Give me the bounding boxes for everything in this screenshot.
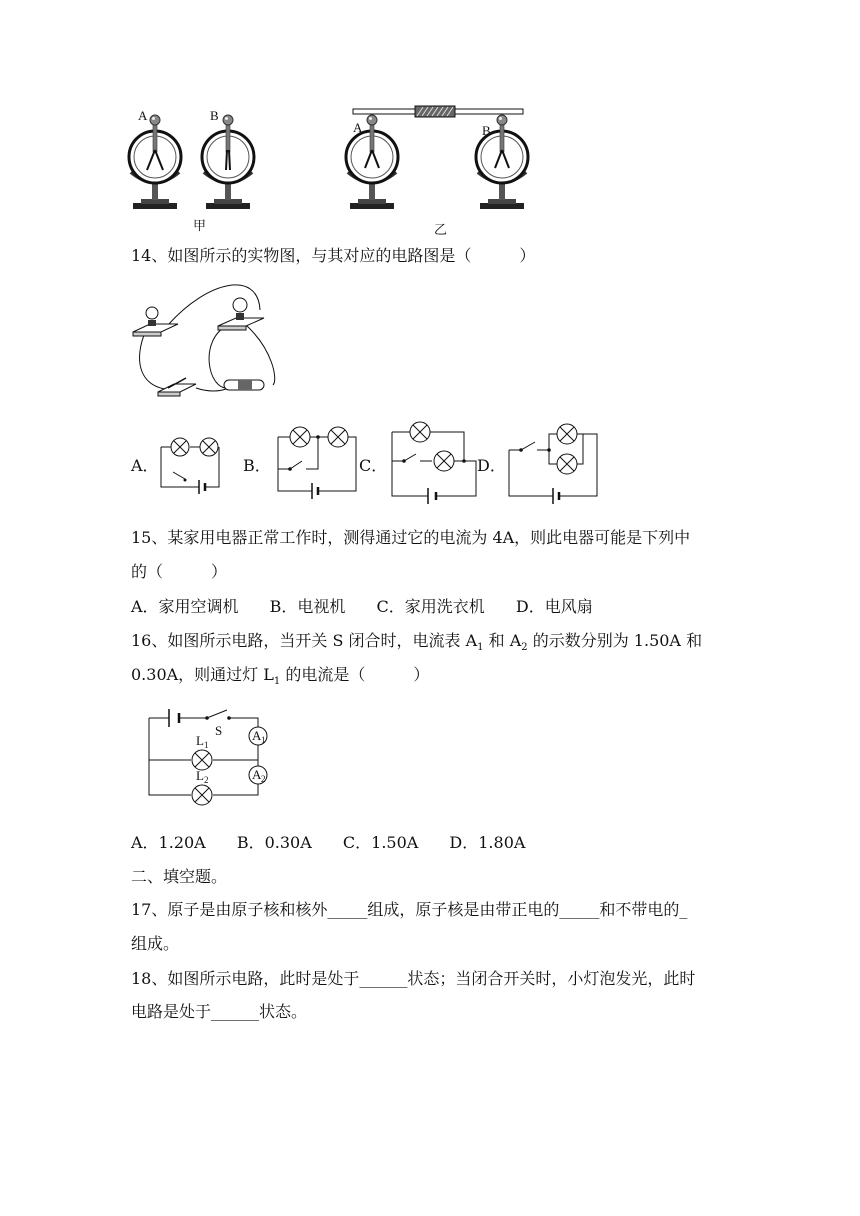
q18-line1: 18、如图所示电路，此时是处于______状态；当闭合开关时，小灯泡发光，此时 bbox=[131, 969, 696, 988]
q18-line2: 电路是处于______状态。 bbox=[131, 1002, 308, 1021]
q16-sub2: 2 bbox=[521, 642, 528, 654]
q16-circuit bbox=[145, 705, 275, 805]
physical-circuit-figure bbox=[128, 280, 278, 402]
q14-opt-b-label: B． bbox=[243, 456, 271, 475]
metal-rod-bar bbox=[353, 106, 523, 117]
q14-text: 14、如图所示的实物图，与其对应的电路图是（ ） bbox=[131, 246, 536, 265]
q16-options bbox=[131, 832, 551, 854]
q16-line2-suffix: 的电流是（ ） bbox=[280, 665, 430, 684]
q17-line2: 组成。 bbox=[131, 934, 180, 953]
q16-option-b[interactable]: B．0.30A bbox=[236, 833, 312, 852]
lamp-l1-sub: 1 bbox=[204, 740, 209, 750]
label-yi: 乙 bbox=[434, 222, 448, 237]
ammeter-a1-label: A bbox=[252, 728, 262, 743]
ammeter-a2-label: A bbox=[252, 767, 262, 782]
q16-line2 bbox=[131, 664, 429, 693]
electroscope-b-jia bbox=[202, 115, 254, 209]
q15-line1: 15、某家用电器正常工作时，测得通过它的电流为 4A，则此电器可能是下列中 bbox=[131, 528, 691, 547]
electroscope-figure bbox=[120, 100, 540, 240]
electroscope-a-jia bbox=[129, 115, 181, 209]
q16-option-c[interactable]: C．1.50A bbox=[342, 833, 419, 852]
q16-option-a[interactable]: A．1.20A bbox=[131, 833, 206, 852]
q16-line1-suffix: 的示数分别为 1.50A 和 bbox=[527, 631, 703, 650]
label-b-yi: B bbox=[482, 123, 491, 138]
ammeter-a1-sub: 1 bbox=[261, 735, 266, 745]
q15-line2: 的（ ） bbox=[131, 562, 228, 581]
q16-line1-mid: 和 A bbox=[483, 631, 522, 650]
ammeter-a2-sub: 2 bbox=[261, 774, 266, 784]
q16-line2-sub: 1 bbox=[273, 676, 281, 688]
q16-line1 bbox=[131, 630, 702, 659]
lamp-l1-label: L bbox=[196, 733, 204, 748]
q16-line1-prefix: 16、如图所示电路，当开关 S 闭合时，电流表 A bbox=[131, 631, 478, 650]
q15-option-c[interactable]: C．家用洗衣机 bbox=[376, 597, 485, 616]
q14-opt-a-label: A． bbox=[131, 456, 159, 475]
label-a-jia: A bbox=[138, 108, 148, 123]
q15-option-d[interactable]: D．电风扇 bbox=[515, 597, 593, 616]
label-jia: 甲 bbox=[193, 218, 207, 233]
q16-line2-prefix: 0.30A，则通过灯 L bbox=[131, 665, 274, 684]
section2-title: 二、填空题。 bbox=[131, 867, 228, 886]
q15-option-a[interactable]: A．家用空调机 bbox=[131, 597, 239, 616]
lamp-l2-label: L bbox=[196, 768, 204, 783]
q15-options bbox=[131, 596, 619, 618]
q14-opt-d-label: D． bbox=[477, 456, 506, 475]
lamp-l2-sub: 2 bbox=[204, 775, 209, 785]
q14-opt-c-label: C． bbox=[359, 456, 388, 475]
q14-option-c-circuit[interactable] bbox=[390, 418, 480, 498]
q14-option-a-circuit[interactable] bbox=[155, 432, 225, 492]
q16-sub1: 1 bbox=[477, 642, 484, 654]
q14-option-d-circuit[interactable] bbox=[505, 420, 605, 498]
q17-line1: 17、原子是由原子核和核外_____组成，原子核是由带正电的_____和不带电的_ bbox=[131, 900, 688, 919]
label-a-yi: A bbox=[353, 120, 363, 135]
q15-option-b[interactable]: B．电视机 bbox=[269, 597, 346, 616]
q14-option-b-circuit[interactable] bbox=[270, 425, 360, 495]
q16-option-d[interactable]: D．1.80A bbox=[449, 833, 526, 852]
switch-s-label: S bbox=[215, 723, 223, 738]
label-b-jia: B bbox=[210, 108, 219, 123]
